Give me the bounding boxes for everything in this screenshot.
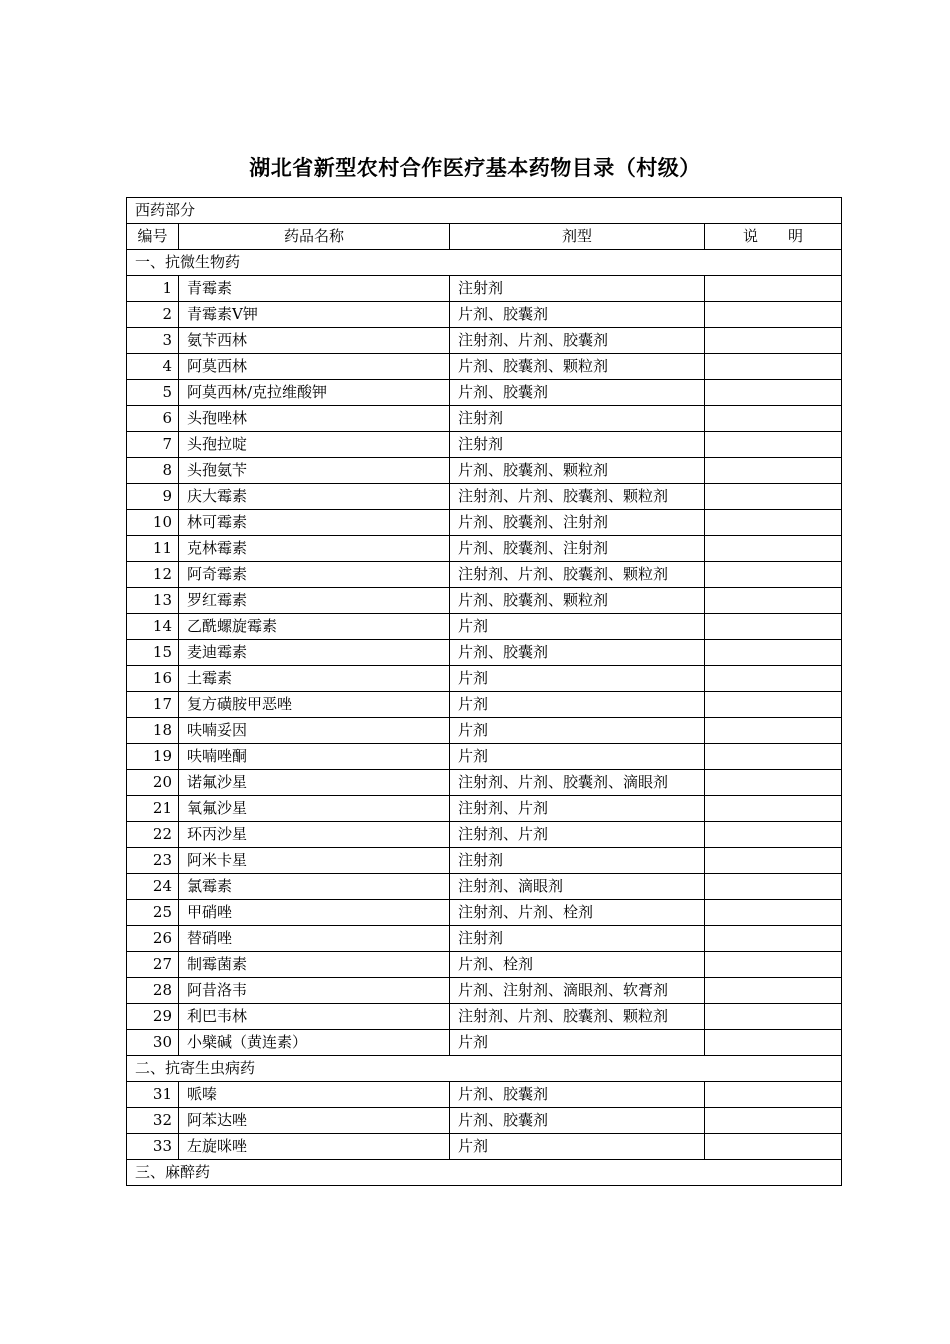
drug-number: 14 — [127, 614, 179, 640]
table-row — [127, 458, 842, 484]
drug-name: 氧氟沙星 — [179, 796, 450, 822]
section-row — [127, 1160, 842, 1186]
drug-name: 阿苯达唑 — [179, 1108, 450, 1134]
table-row — [127, 1108, 842, 1134]
section-label: 三、麻醉药 — [127, 1160, 842, 1186]
drug-number: 33 — [127, 1134, 179, 1160]
drug-dosage-form: 片剂 — [450, 666, 705, 692]
drug-note — [705, 510, 842, 536]
table-row — [127, 614, 842, 640]
catalog-body — [127, 198, 842, 1186]
drug-number: 28 — [127, 978, 179, 1004]
drug-dosage-form: 片剂、胶囊剂 — [450, 1108, 705, 1134]
drug-dosage-form: 片剂、胶囊剂、颗粒剂 — [450, 588, 705, 614]
drug-name: 青霉素Ⅴ钾 — [179, 302, 450, 328]
table-row — [127, 692, 842, 718]
drug-catalog-table — [126, 197, 842, 1186]
table-row — [127, 588, 842, 614]
drug-dosage-form: 注射剂 — [450, 432, 705, 458]
drug-name: 阿莫西林 — [179, 354, 450, 380]
drug-dosage-form: 注射剂、片剂、胶囊剂、颗粒剂 — [450, 484, 705, 510]
drug-number: 2 — [127, 302, 179, 328]
drug-number: 30 — [127, 1030, 179, 1056]
table-row — [127, 1004, 842, 1030]
drug-number: 25 — [127, 900, 179, 926]
header-note: 说 明 — [705, 224, 842, 250]
drug-note — [705, 1134, 842, 1160]
section-label: 二、抗寄生虫病药 — [127, 1056, 842, 1082]
table-row — [127, 874, 842, 900]
drug-note — [705, 952, 842, 978]
drug-note — [705, 900, 842, 926]
drug-number: 19 — [127, 744, 179, 770]
drug-note — [705, 276, 842, 302]
drug-number: 24 — [127, 874, 179, 900]
drug-note — [705, 328, 842, 354]
drug-dosage-form: 片剂、注射剂、滴眼剂、软膏剂 — [450, 978, 705, 1004]
drug-dosage-form: 片剂 — [450, 614, 705, 640]
drug-note — [705, 536, 842, 562]
drug-note — [705, 1082, 842, 1108]
drug-dosage-form: 片剂 — [450, 1030, 705, 1056]
drug-note — [705, 458, 842, 484]
header-number: 编号 — [127, 224, 179, 250]
drug-name: 乙酰螺旋霉素 — [179, 614, 450, 640]
drug-name: 头孢拉啶 — [179, 432, 450, 458]
drug-note — [705, 796, 842, 822]
drug-dosage-form: 注射剂、片剂、胶囊剂 — [450, 328, 705, 354]
drug-name: 左旋咪唑 — [179, 1134, 450, 1160]
drug-name: 阿莫西林/克拉维酸钾 — [179, 380, 450, 406]
section-row — [127, 1056, 842, 1082]
drug-dosage-form: 注射剂、片剂、栓剂 — [450, 900, 705, 926]
drug-number: 3 — [127, 328, 179, 354]
drug-dosage-form: 注射剂、片剂、胶囊剂、颗粒剂 — [450, 562, 705, 588]
drug-number: 5 — [127, 380, 179, 406]
table-row — [127, 1082, 842, 1108]
drug-name: 克林霉素 — [179, 536, 450, 562]
drug-dosage-form: 注射剂 — [450, 276, 705, 302]
drug-note — [705, 770, 842, 796]
drug-note — [705, 302, 842, 328]
drug-name: 头孢唑林 — [179, 406, 450, 432]
table-row — [127, 926, 842, 952]
drug-name: 阿米卡星 — [179, 848, 450, 874]
drug-dosage-form: 片剂、栓剂 — [450, 952, 705, 978]
drug-number: 8 — [127, 458, 179, 484]
section-row — [127, 250, 842, 276]
drug-name: 阿昔洛韦 — [179, 978, 450, 1004]
drug-name: 青霉素 — [179, 276, 450, 302]
drug-dosage-form: 片剂、胶囊剂、注射剂 — [450, 536, 705, 562]
drug-name: 罗红霉素 — [179, 588, 450, 614]
table-row — [127, 302, 842, 328]
table-row — [127, 354, 842, 380]
drug-dosage-form: 注射剂、滴眼剂 — [450, 874, 705, 900]
table-row — [127, 510, 842, 536]
drug-note — [705, 926, 842, 952]
drug-note — [705, 380, 842, 406]
header-name: 药品名称 — [179, 224, 450, 250]
table-row — [127, 770, 842, 796]
table-row — [127, 640, 842, 666]
part-row — [127, 198, 842, 224]
drug-note — [705, 718, 842, 744]
drug-note — [705, 1108, 842, 1134]
drug-name: 呋喃唑酮 — [179, 744, 450, 770]
drug-name: 氯霉素 — [179, 874, 450, 900]
drug-name: 林可霉素 — [179, 510, 450, 536]
table-row — [127, 380, 842, 406]
part-label: 西药部分 — [127, 198, 842, 224]
drug-note — [705, 640, 842, 666]
drug-note — [705, 978, 842, 1004]
table-row — [127, 536, 842, 562]
header-dosage-form: 剂型 — [450, 224, 705, 250]
drug-number: 18 — [127, 718, 179, 744]
drug-name: 环丙沙星 — [179, 822, 450, 848]
drug-number: 21 — [127, 796, 179, 822]
drug-note — [705, 874, 842, 900]
drug-name: 土霉素 — [179, 666, 450, 692]
drug-note — [705, 484, 842, 510]
drug-number: 20 — [127, 770, 179, 796]
drug-name: 阿奇霉素 — [179, 562, 450, 588]
table-row — [127, 718, 842, 744]
drug-number: 29 — [127, 1004, 179, 1030]
drug-dosage-form: 注射剂 — [450, 406, 705, 432]
drug-dosage-form: 注射剂 — [450, 848, 705, 874]
drug-dosage-form: 片剂 — [450, 718, 705, 744]
drug-number: 17 — [127, 692, 179, 718]
drug-note — [705, 432, 842, 458]
drug-number: 10 — [127, 510, 179, 536]
table-row — [127, 978, 842, 1004]
drug-dosage-form: 片剂、胶囊剂 — [450, 380, 705, 406]
table-row — [127, 900, 842, 926]
table-row — [127, 848, 842, 874]
drug-note — [705, 588, 842, 614]
drug-number: 9 — [127, 484, 179, 510]
drug-dosage-form: 片剂、胶囊剂 — [450, 1082, 705, 1108]
table-row — [127, 328, 842, 354]
table-row — [127, 432, 842, 458]
drug-number: 27 — [127, 952, 179, 978]
drug-name: 复方磺胺甲恶唑 — [179, 692, 450, 718]
drug-note — [705, 1004, 842, 1030]
drug-number: 23 — [127, 848, 179, 874]
drug-number: 31 — [127, 1082, 179, 1108]
table-row — [127, 744, 842, 770]
table-row — [127, 406, 842, 432]
drug-name: 头孢氨苄 — [179, 458, 450, 484]
drug-number: 6 — [127, 406, 179, 432]
drug-note — [705, 562, 842, 588]
drug-number: 15 — [127, 640, 179, 666]
drug-number: 7 — [127, 432, 179, 458]
table-row — [127, 276, 842, 302]
drug-dosage-form: 注射剂、片剂 — [450, 796, 705, 822]
drug-number: 26 — [127, 926, 179, 952]
drug-note — [705, 744, 842, 770]
table-row — [127, 666, 842, 692]
section-label: 一、抗微生物药 — [127, 250, 842, 276]
drug-number: 1 — [127, 276, 179, 302]
drug-name: 呋喃妥因 — [179, 718, 450, 744]
drug-number: 4 — [127, 354, 179, 380]
drug-name: 麦迪霉素 — [179, 640, 450, 666]
drug-number: 32 — [127, 1108, 179, 1134]
drug-note — [705, 614, 842, 640]
table-row — [127, 1134, 842, 1160]
drug-number: 16 — [127, 666, 179, 692]
table-row — [127, 952, 842, 978]
table-row — [127, 562, 842, 588]
drug-note — [705, 666, 842, 692]
header-row — [127, 224, 842, 250]
table-row — [127, 484, 842, 510]
drug-dosage-form: 片剂、胶囊剂、颗粒剂 — [450, 458, 705, 484]
drug-dosage-form: 片剂、胶囊剂、颗粒剂 — [450, 354, 705, 380]
drug-note — [705, 822, 842, 848]
drug-name: 制霉菌素 — [179, 952, 450, 978]
drug-dosage-form: 注射剂、片剂 — [450, 822, 705, 848]
drug-name: 替硝唑 — [179, 926, 450, 952]
drug-dosage-form: 片剂、胶囊剂 — [450, 302, 705, 328]
drug-name: 氨苄西林 — [179, 328, 450, 354]
drug-name: 甲硝唑 — [179, 900, 450, 926]
document-title: 湖北省新型农村合作医疗基本药物目录（村级） — [249, 156, 701, 180]
table-row — [127, 796, 842, 822]
drug-dosage-form: 片剂、胶囊剂、注射剂 — [450, 510, 705, 536]
drug-name: 利巴韦林 — [179, 1004, 450, 1030]
drug-note — [705, 692, 842, 718]
drug-dosage-form: 注射剂、片剂、胶囊剂、滴眼剂 — [450, 770, 705, 796]
drug-dosage-form: 注射剂 — [450, 926, 705, 952]
drug-number: 12 — [127, 562, 179, 588]
drug-name: 诺氟沙星 — [179, 770, 450, 796]
drug-dosage-form: 注射剂、片剂、胶囊剂、颗粒剂 — [450, 1004, 705, 1030]
drug-number: 13 — [127, 588, 179, 614]
drug-note — [705, 406, 842, 432]
table-row — [127, 822, 842, 848]
drug-number: 22 — [127, 822, 179, 848]
drug-dosage-form: 片剂 — [450, 692, 705, 718]
drug-note — [705, 354, 842, 380]
drug-note — [705, 1030, 842, 1056]
table-row — [127, 1030, 842, 1056]
drug-name: 哌嗪 — [179, 1082, 450, 1108]
drug-number: 11 — [127, 536, 179, 562]
drug-note — [705, 848, 842, 874]
drug-dosage-form: 片剂 — [450, 744, 705, 770]
drug-dosage-form: 片剂 — [450, 1134, 705, 1160]
drug-dosage-form: 片剂、胶囊剂 — [450, 640, 705, 666]
drug-name: 庆大霉素 — [179, 484, 450, 510]
drug-name: 小檗碱（黄连素） — [179, 1030, 450, 1056]
